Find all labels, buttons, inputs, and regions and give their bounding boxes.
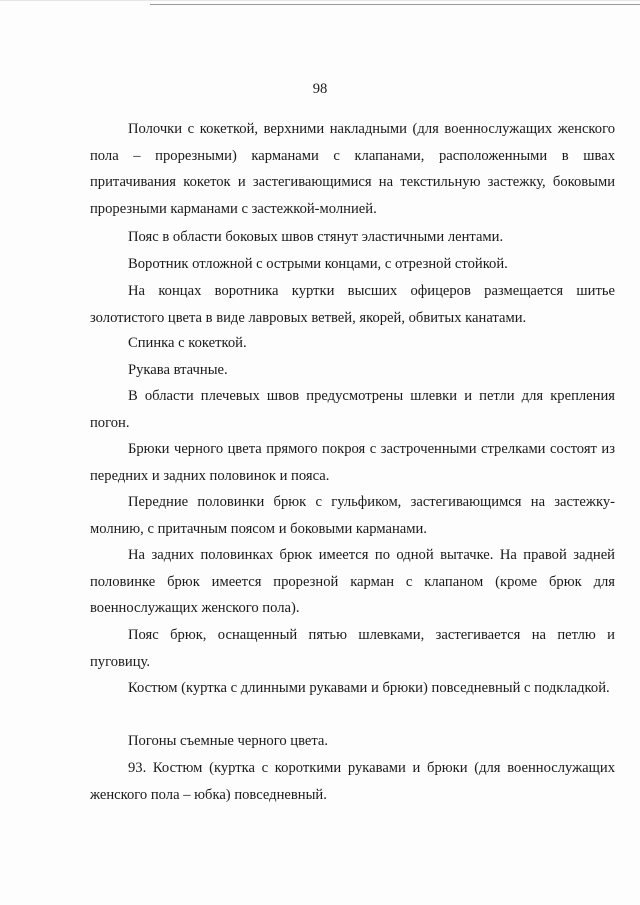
paragraph-collar: Воротник отложной с острыми концами, с отрезной стойкой.: [128, 256, 508, 272]
scan-top-rule: [150, 4, 640, 5]
paragraph-suit-long-sleeves: Костюм (куртка с длинными рукавами и брюки) повседневный с подкладкой.: [128, 680, 610, 696]
paragraph-sleeves: Рукава втачные.: [128, 362, 228, 378]
paragraph-back: Спинка с кокеткой.: [128, 335, 247, 351]
page-number: 98: [312, 81, 328, 97]
paragraph-epaulettes: Погоны съемные черного цвета.: [128, 733, 329, 749]
scan-edge: [0, 0, 640, 1]
paragraph-shoulder-loops: В области плечевых швов предусмотрены шлевки и петли для крепления погон.: [90, 388, 615, 431]
paragraph-waistband: Пояс брюк, оснащенный пятью шлевками, застегивается на петлю и пуговицу.: [90, 627, 615, 670]
paragraph-front-panels: Полочки с кокеткой, верхними накладными (для военнослужащих женского пола – прорезными) карманами с клапанами, расположенными в швах притачивания кокеток и застегивающимися на текстильную застежку, боковыми прорезными карманами с застежкой-молнией.: [90, 121, 615, 218]
paragraph-front-halves: Передние половинки брюк с гульфиком, застегивающимся на застежку-молнию, с притачным поясом и боковыми карманами.: [90, 494, 615, 537]
paragraph-collar-embroidery: На концах воротника куртки высших офицеров размещается шитье золотистого цвета в виде лавровых ветвей, якорей, обвитых канатами.: [90, 283, 615, 326]
paragraph-item-93: 93. Костюм (куртка с короткими рукавами и брюки (для военнослужащих женского пола – юбка) повседневный.: [90, 760, 615, 803]
paragraph-trousers: Брюки черного цвета прямого покроя с застроченными стрелками состоят из передних и задних половинок и пояса.: [90, 441, 615, 484]
paragraph-back-halves: На задних половинках брюк имеется по одной вытачке. На правой задней половинке брюк имеется прорезной карман с клапаном (кроме брюк для военнослужащих женского пола).: [90, 547, 615, 617]
paragraph-belt: Пояс в области боковых швов стянут эластичными лентами.: [128, 229, 504, 245]
